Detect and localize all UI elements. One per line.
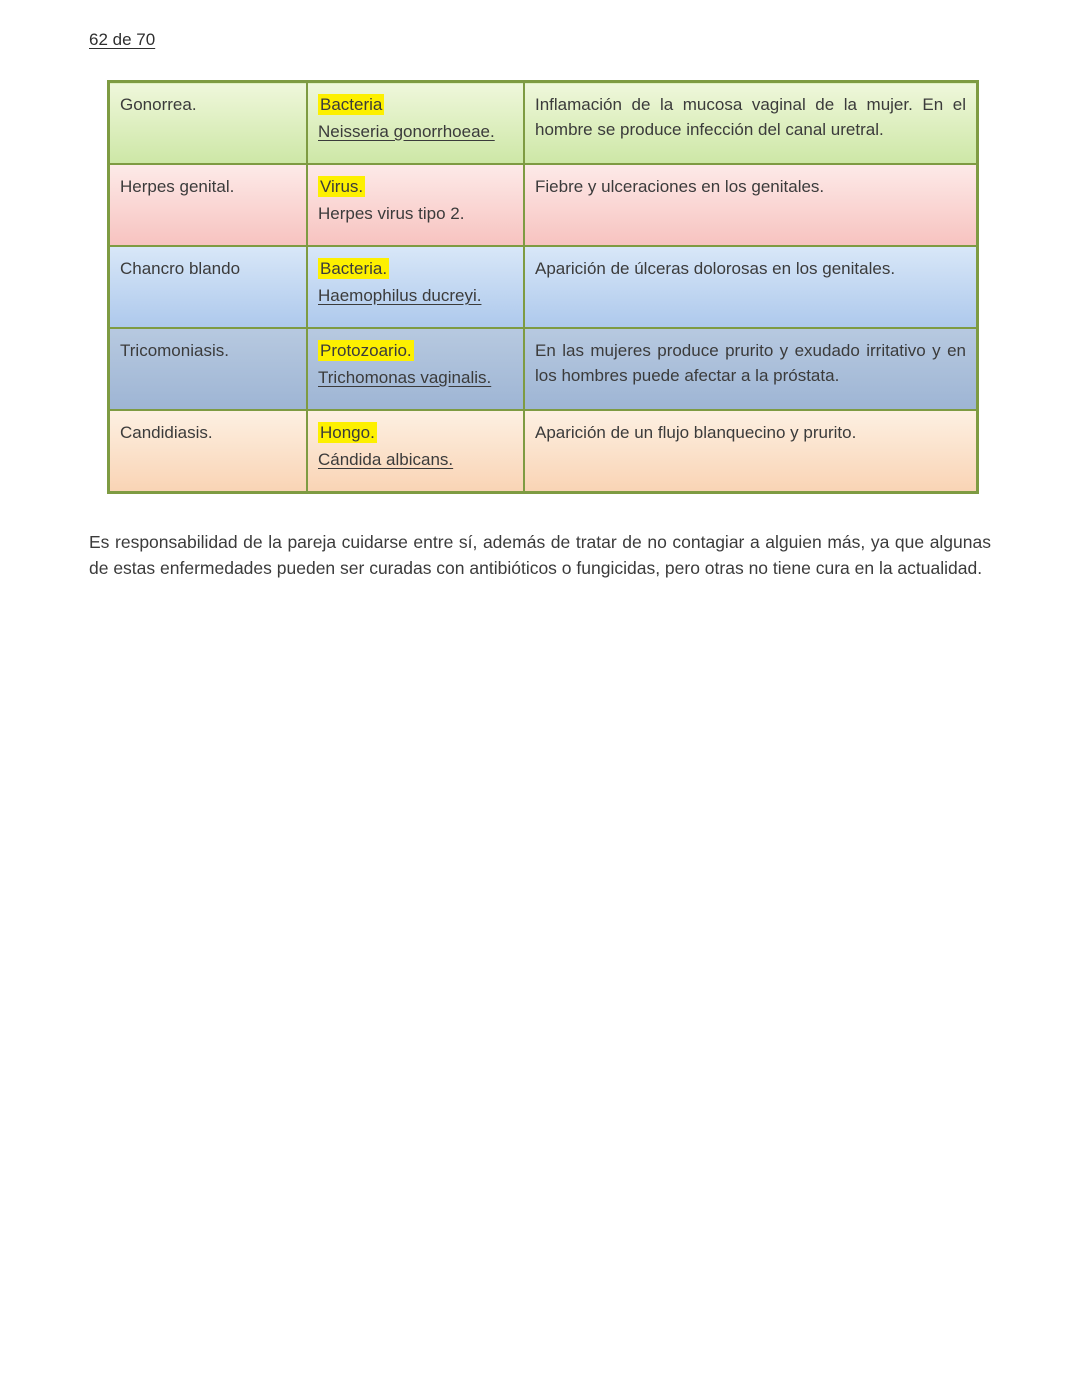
agent-cell bbox=[307, 164, 524, 246]
agent-cell bbox=[307, 246, 524, 328]
sti-table bbox=[107, 80, 979, 494]
description-text: En las mujeres produce prurito y exudado irritativo y en los hombres puede afectar a la próstata. bbox=[535, 341, 966, 385]
description-cell bbox=[524, 82, 978, 165]
disease-cell bbox=[109, 410, 308, 493]
disease-name: Tricomoniasis. bbox=[120, 341, 229, 360]
table-row bbox=[109, 246, 978, 328]
agent-cell bbox=[307, 82, 524, 165]
agent-scientific-name: Cándida albicans. bbox=[318, 450, 454, 469]
description-text: Inflamación de la mucosa vaginal de la mujer. En el hombre se produce infección del canal uretral. bbox=[535, 95, 966, 139]
agent-cell bbox=[307, 410, 524, 493]
description-cell bbox=[524, 164, 978, 246]
table-row bbox=[109, 328, 978, 410]
closing-paragraph: Es responsabilidad de la pareja cuidarse entre sí, además de tratar de no contagiar a alguien más, ya que algunas de estas enfermedades pueden ser curadas con antibióticos o fungicidas, pero otras no tiene cura en la actualidad. bbox=[89, 532, 991, 578]
agent-type-highlight: Bacteria bbox=[320, 95, 383, 114]
description-text: Aparición de un flujo blanquecino y prurito. bbox=[535, 423, 857, 442]
sti-table-wrapper bbox=[107, 80, 1080, 494]
description-text: Aparición de úlceras dolorosas en los genitales. bbox=[535, 259, 896, 278]
agent-cell bbox=[307, 328, 524, 410]
agent-scientific-name: Herpes virus tipo 2. bbox=[318, 204, 465, 223]
description-cell bbox=[524, 246, 978, 328]
agent-scientific-name: Haemophilus ducreyi. bbox=[318, 286, 482, 305]
agent-type-highlight: Hongo. bbox=[320, 423, 375, 442]
disease-cell bbox=[109, 82, 308, 165]
disease-name: Gonorrea. bbox=[120, 95, 197, 114]
disease-name: Candidiasis. bbox=[120, 423, 213, 442]
table-row bbox=[109, 82, 978, 165]
disease-name: Herpes genital. bbox=[120, 177, 235, 196]
document-page bbox=[0, 0, 1080, 581]
agent-scientific-name: Trichomonas vaginalis. bbox=[318, 368, 492, 387]
agent-scientific-name: Neisseria gonorrhoeae. bbox=[318, 122, 495, 141]
table-row bbox=[109, 164, 978, 246]
description-cell bbox=[524, 328, 978, 410]
agent-type-highlight: Bacteria. bbox=[320, 259, 388, 278]
description-cell bbox=[524, 410, 978, 493]
table-row bbox=[109, 410, 978, 493]
agent-type-highlight: Virus. bbox=[320, 177, 364, 196]
disease-name: Chancro blando bbox=[120, 259, 241, 278]
page-indicator: 62 de 70 bbox=[89, 30, 156, 49]
disease-cell bbox=[109, 164, 308, 246]
description-text: Fiebre y ulceraciones en los genitales. bbox=[535, 177, 825, 196]
disease-cell bbox=[109, 328, 308, 410]
disease-cell bbox=[109, 246, 308, 328]
agent-type-highlight: Protozoario. bbox=[320, 341, 412, 360]
